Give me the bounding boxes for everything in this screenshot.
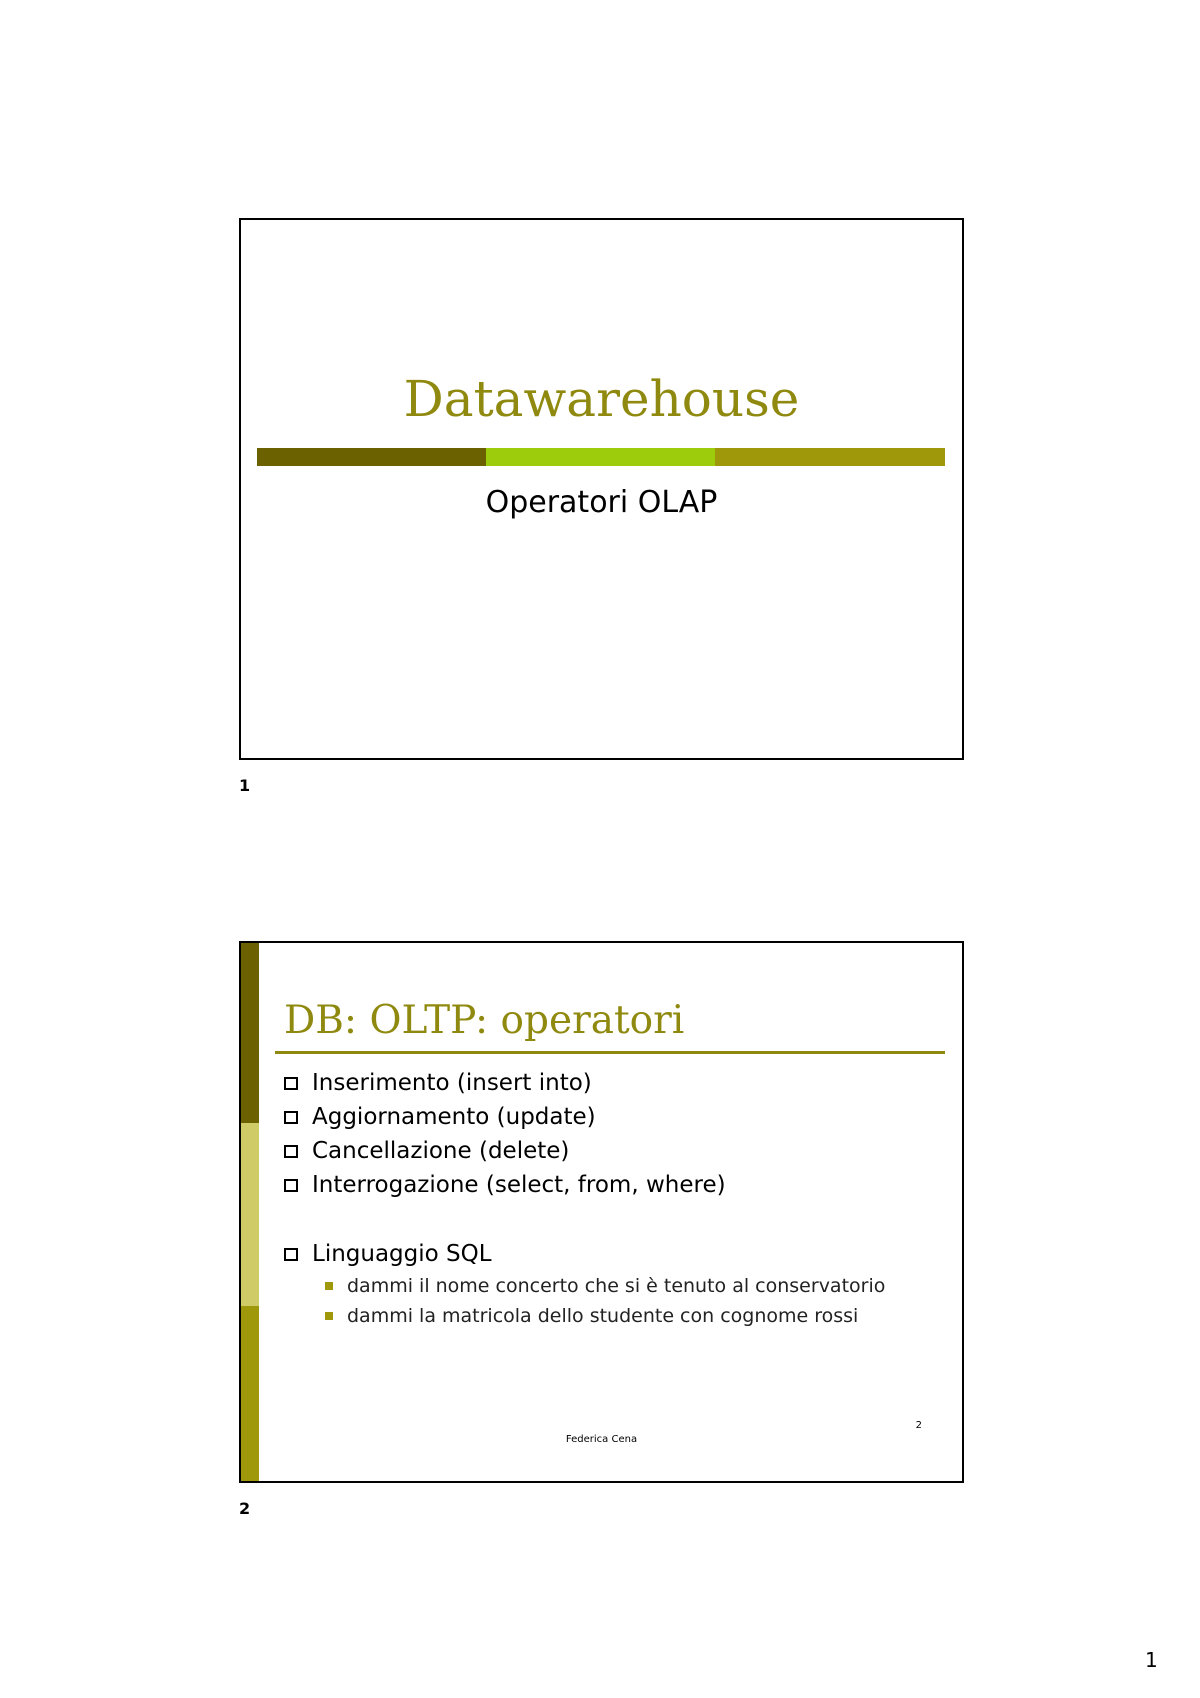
side-strip-segment-2 xyxy=(241,1123,259,1306)
sub-list-item xyxy=(325,1301,885,1331)
sub-list-container xyxy=(284,1271,885,1331)
sub-list-item-text: dammi il nome concerto che si è tenuto al conservatorio xyxy=(347,1275,886,1297)
slide-1 xyxy=(239,218,964,760)
slide-2-footer: Federica Cena xyxy=(565,1434,638,1445)
slide-2 xyxy=(239,941,964,1483)
page-number: 1 xyxy=(1145,1648,1158,1672)
slide-2-inner-number: 2 xyxy=(915,1420,922,1431)
slide-1-subtitle: Operatori OLAP xyxy=(485,485,718,520)
sub-bullet-list xyxy=(284,1271,885,1331)
list-item xyxy=(284,1237,885,1271)
title-bar-segment-2 xyxy=(486,448,715,466)
side-strip-segment-1 xyxy=(241,943,259,1123)
list-item-text: Aggiornamento (update) xyxy=(312,1104,596,1130)
bullet-list xyxy=(284,1066,885,1331)
title-bar-segment-1 xyxy=(257,448,486,466)
slide-2-title: DB: OLTP: operatori xyxy=(284,998,685,1043)
hollow-square-bullet-icon xyxy=(284,1248,298,1261)
hollow-square-bullet-icon xyxy=(284,1077,298,1090)
list-item-text: Interrogazione (select, from, where) xyxy=(312,1172,726,1198)
list-item xyxy=(284,1100,885,1134)
side-strip-segment-3 xyxy=(241,1306,259,1483)
list-item-text: Linguaggio SQL xyxy=(312,1241,492,1267)
list-item xyxy=(284,1168,885,1202)
filled-square-bullet-icon xyxy=(325,1312,333,1320)
hollow-square-bullet-icon xyxy=(284,1145,298,1158)
slide-2-number: 2 xyxy=(239,1499,251,1518)
list-item-text: Inserimento (insert into) xyxy=(312,1070,592,1096)
filled-square-bullet-icon xyxy=(325,1282,333,1290)
sub-list-item-text: dammi la matricola dello studente con cognome rossi xyxy=(347,1305,859,1327)
sub-list-item xyxy=(325,1271,885,1301)
title-bar-segment-3 xyxy=(715,448,945,466)
list-item-text: Cancellazione (delete) xyxy=(312,1138,570,1164)
hollow-square-bullet-icon xyxy=(284,1179,298,1192)
hollow-square-bullet-icon xyxy=(284,1111,298,1124)
slide-1-title: Datawarehouse xyxy=(403,370,800,428)
slide-1-number: 1 xyxy=(239,776,251,795)
list-item xyxy=(284,1134,885,1168)
title-underline xyxy=(275,1051,945,1054)
list-item xyxy=(284,1066,885,1100)
